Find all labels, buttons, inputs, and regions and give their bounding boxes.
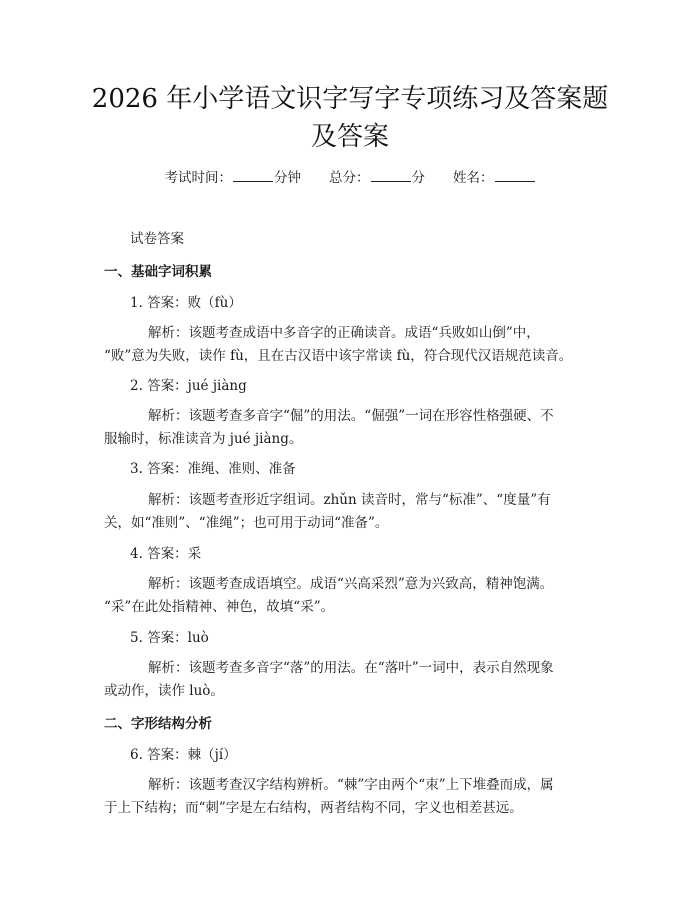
doc-label: 试卷答案	[130, 231, 184, 247]
answer-line: 5. 答案：luò	[130, 630, 209, 646]
score-blank	[371, 169, 411, 182]
analysis-line: 解析：该题考查汉字结构辨析。“棘”字由两个“朿”上下堆叠而成，属	[148, 777, 554, 793]
analysis-line: 关，如“准则”、“准绳”；也可用于动词“准备”。	[104, 515, 389, 531]
time-label: 考试时间：	[164, 170, 232, 186]
score-label: 总分：	[329, 170, 370, 186]
answer-line: 2. 答案：jué jiàng	[130, 378, 247, 394]
analysis-line: 解析：该题考查成语填空。成语“兴高采烈”意为兴致高，精神饱满。	[148, 576, 554, 592]
analysis-line: “败”意为失败，读作 fù，且在古汉语中该字常读 fù，符合现代汉语规范读音。	[104, 348, 573, 364]
section-heading: 一、基础字词积累	[104, 264, 212, 280]
name-blank	[495, 169, 535, 182]
score-unit: 分	[411, 170, 425, 186]
analysis-line: 解析：该题考查多音字“落”的用法。在“落叶”一词中，表示自然现象	[148, 660, 554, 676]
analysis-line: 或动作，读作 luò。	[104, 683, 224, 699]
answer-line: 4. 答案：采	[130, 546, 202, 562]
document-title-line-1: 2026 年小学语文识字写字专项练习及答案题	[91, 84, 609, 114]
name-label: 姓名：	[453, 170, 494, 186]
document-title-line-2: 及答案	[310, 122, 389, 152]
answer-line: 1. 答案：败（fù）	[130, 295, 242, 311]
answer-line: 6. 答案：棘（jí）	[130, 747, 237, 763]
answer-line: 3. 答案：准绳、准则、准备	[130, 461, 296, 477]
analysis-line: 于上下结构；而“刺”字是左右结构，两者结构不同，字义也相差甚远。	[104, 800, 523, 816]
analysis-line: 解析：该题考查形近字组词。zhǔn 读音时，常与“标准”、“度量”有	[148, 492, 551, 508]
exam-meta-line	[0, 168, 700, 188]
analysis-line: “采”在此处指精神、神色，故填“采”。	[104, 599, 335, 615]
analysis-line: 解析：该题考查多音字“倔”的用法。“倔强”一词在形容性格强硬、不	[148, 408, 554, 424]
analysis-line: 解析：该题考查成语中多音字的正确读音。成语“兵败如山倒”中，	[148, 325, 540, 341]
time-blank	[233, 169, 273, 182]
time-unit: 分钟	[274, 170, 301, 186]
section-heading: 二、字形结构分析	[104, 716, 212, 732]
analysis-line: 服输时，标准读音为 jué jiàng。	[104, 431, 303, 447]
